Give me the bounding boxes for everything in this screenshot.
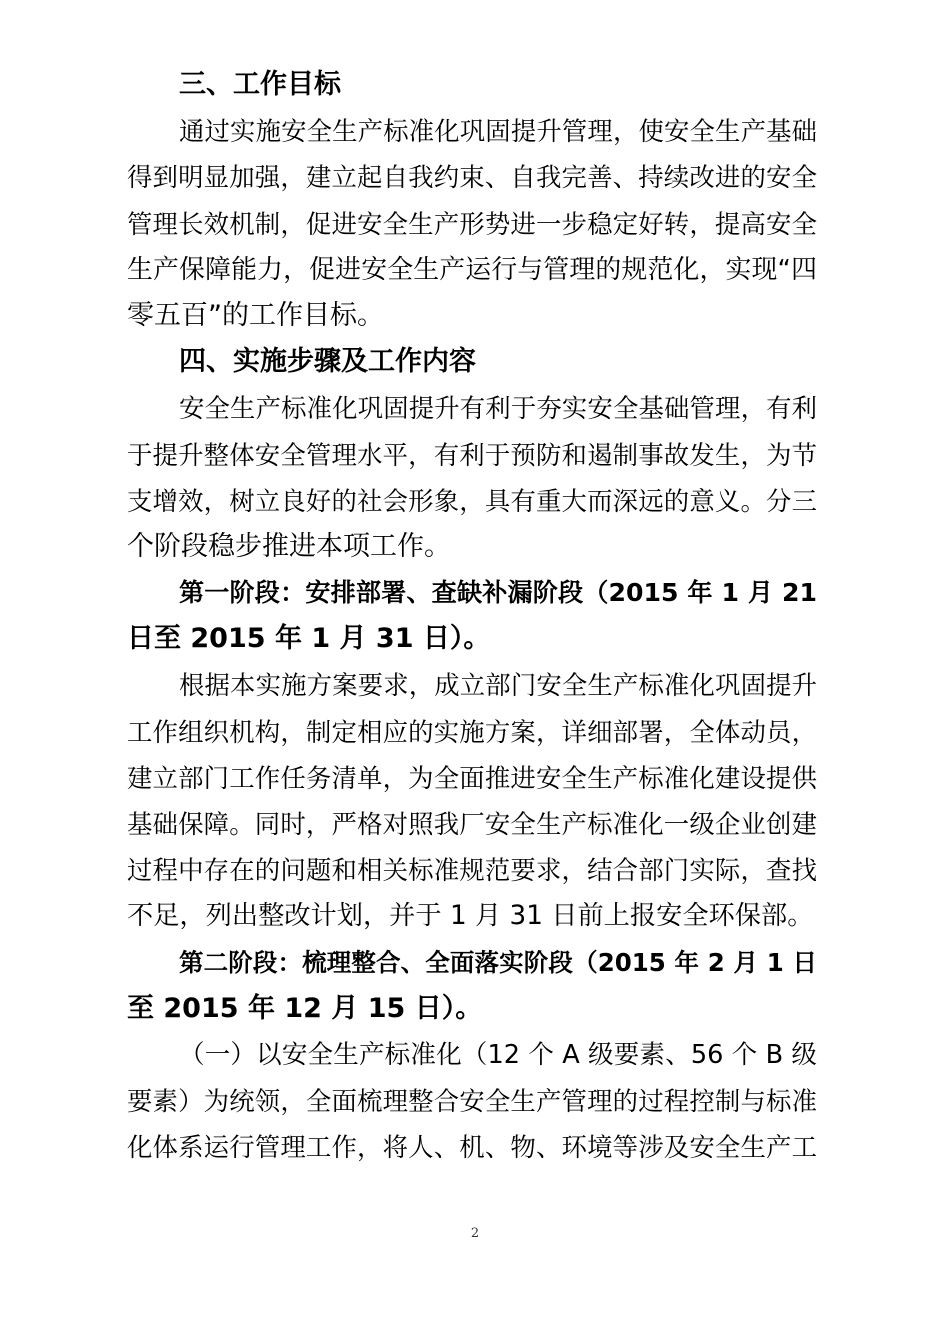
paragraph-line: （一）以安全生产标准化（12 个 A 级要素、56 个 B 级 [179,1039,817,1070]
paragraph-line: 过程中存在的问题和相关标准规范要求，结合部门实际，查找 [127,855,817,886]
section-heading-line: 四、实施步骤及工作内容 [179,346,476,378]
document-body [127,62,817,1171]
paragraph-line: 支增效，树立良好的社会形象，具有重大而深远的意义。分三 [127,485,817,516]
paragraph-line: 个阶段稳步推进本项工作。 [127,530,451,562]
paragraph-line: 建立部门工作任务清单，为全面推进安全生产标准化建设提供 [127,762,817,793]
paragraph-line: 于提升整体安全管理水平，有利于预防和遏制事故发生，为节 [127,439,817,470]
section-heading-line: 日至 2015 年 1 月 31 日）。 [127,623,491,655]
paragraph-line: 管理长效机制，促进安全生产形势进一步稳定好转，提高安全 [127,208,817,239]
paragraph-line: 生产保障能力，促进安全生产运行与管理的规范化，实现“四 [127,254,817,285]
page-number: 2 [470,1226,480,1241]
section-heading-line: 第一阶段：安排部署、查缺补漏阶段（2015 年 1 月 21 [179,578,817,608]
section-heading-line: 第二阶段：梳理整合、全面落实阶段（2015 年 2 月 1 日 [179,947,817,977]
section-heading-line: 三、工作目标 [179,69,341,100]
paragraph-line: 通过实施安全生产标准化巩固提升管理，使安全生产基础 [179,116,817,147]
paragraph-line: 根据本实施方案要求，成立部门安全生产标准化巩固提升 [179,670,817,701]
paragraph-line: 工作组织机构，制定相应的实施方案，详细部署，全体动员， [127,716,817,747]
paragraph-line: 不足，列出整改计划，并于 1 月 31 日前上报安全环保部。 [127,901,814,932]
paragraph-line: 要素）为统领，全面梳理整合安全生产管理的过程控制与标准 [127,1086,817,1117]
paragraph-line: 安全生产标准化巩固提升有利于夯实安全基础管理，有利 [179,393,817,424]
paragraph-line: 得到明显加强，建立起自我约束、自我完善、持续改进的安全 [127,162,817,193]
paragraph-line: 化体系运行管理工作，将人、机、物、环境等涉及安全生产工 [127,1132,817,1163]
paragraph-line: 零五百”的工作目标。 [127,299,384,331]
paragraph-line: 基础保障。同时，严格对照我厂安全生产标准化一级企业创建 [127,809,817,839]
section-heading-line: 至 2015 年 12 月 15 日）。 [127,992,483,1024]
